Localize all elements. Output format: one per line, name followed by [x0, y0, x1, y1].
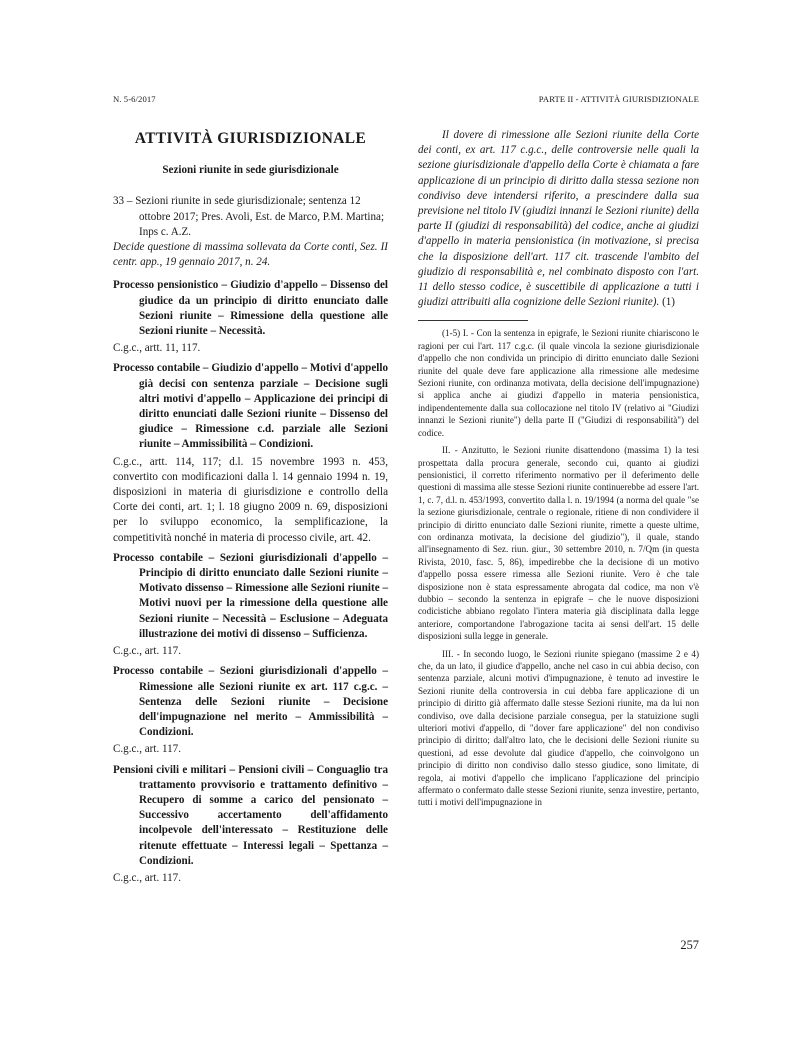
massima-heading: Processo pensionistico – Giudizio d'appello – Dissenso del giudice da un principio di diritto enunciato dalle Sezioni riunite – Rimessione della questione alle Sezioni riunite – Necessità. — [113, 279, 388, 338]
page-number: 257 — [680, 938, 699, 952]
massima-body: Il dovere di rimessione alle Sezioni riunite della Corte dei conti, ex art. 117 c.g.c., delle controversie nelle quali la sezione giurisdizionale d'appello della Corte è chiamata a fare applicazione di un principio di diritto dalla stessa sezione non condiviso deve intendersi riferito, a prescindere dalla sua previsione nel titolo IV (giudizi innanzi le Sezioni riunite) della parte II (giudizi di responsabilità) del codice, anche ai giudizi d'appello in materia pensionistica (in motivazione, si precisa che la disposizione dell'art. 117 cit. trascende l'ambito del giudizio di responsabilità e, nel combinato disposto con l'art. 11 dello stesso codice, è suscettibile di applicazione a tutti i giudizi attribuiti alla cognizione delle Sezioni riunite). — [418, 129, 699, 309]
massima-norme: C.g.c., art. 117. — [113, 645, 181, 658]
massima-norme: C.g.c., artt. 11, 117. — [113, 342, 201, 355]
footnote-divider — [418, 320, 528, 321]
footnote-paragraph: III. - In secondo luogo, le Sezioni riunite spiegano (massime 2 e 4) che, da un lato, il giudice d'appello, anche nel caso in cui abbia deciso, con sentenza parziale, alcuni motivi d'impugnazione, è tenuto ad investire le Sezioni riunite della controversia in cui debba fare applicazione di un principio di diritto già affermato dalle stesse Sezioni riunite, ma da lui non condiviso, ove dalla decisione parziale consegua, per la statuizione sugli ulteriori motivi d'appello, di "dover fare applicazione" del non condiviso principio di diritto; dall'altro lato, che le decisioni delle Sezioni riunite su questioni, ad esse devolute dal giudice d'appello, che coinvolgono un principio di diritto non condiviso dallo stesso giudice, sono limitate, di regola, ai motivi d'appello che implicano l'applicazione del principio affermato o confermato dalle stesse Sezioni riunite, senza investire, pertanto, tutti i motivi dell'impugnazione in — [418, 648, 699, 808]
footnote-ref: (1) — [662, 296, 675, 309]
massima-text — [418, 128, 699, 310]
massima-norme: C.g.c., art. 117. — [113, 743, 181, 756]
massima-norme: C.g.c., art. 117. — [113, 871, 181, 884]
case-reference-note: Decide questione di massima sollevata da Corte conti, Sez. II centr. app., 19 gennaio 2017, n. 24. — [113, 241, 388, 269]
footnote-paragraph: (1-5) I. - Con la sentenza in epigrafe, le Sezioni riunite chiariscono le ragioni per cui l'art. 117 c.g.c. (il quale vincola la sezione giurisdizionale d'appello che non condivida un principio di diritto enunciato dalle Sezioni riunite del quale deve fare applicazione alla rimessione alle medesime Sezioni riunite, con ordinanza motivata, della decisione dell'impugnazione) si applica anche ai giudizi d'appello in materia pensionistica, indipendentemente dalla sua collocazione nel titolo IV (relativo ai "Giudizi innanzi le Sezioni riunite") della parte II ("Giudizi di responsabilità") del codice. — [418, 328, 699, 438]
page-title: ATTIVITÀ GIURISDIZIONALE — [134, 130, 367, 147]
case-reference: 33 – Sezioni riunite in sede giurisdizionale; sentenza 12 ottobre 2017; Pres. Avoli, Est. de Marco, P.M. Martina; Inps c. A.Z. — [113, 195, 385, 238]
massima-heading: Processo contabile – Sezioni giurisdizionali d'appello – Rimessione alle Sezioni riunite ex art. 117 c.g.c. – Sentenza delle Sezioni riunite – Decisione dell'impugnazione nel merito – Ammissibilità – Condizioni. — [113, 665, 388, 739]
massima-heading: Processo contabile – Giudizio d'appello – Motivi d'appello già decisi con sentenza parziale – Decisione sugli altri motivi d'appello – Applicazione dei principi di diritto enunciati dalle Sezioni riunite – Dissenso del giudice – Rimessione c.d. parziale alle Sezioni riunite – Ammissibilità – Condizioni. — [113, 362, 388, 451]
massima-heading: Pensioni civili e militari – Pensioni civili – Conguaglio tra trattamento provvisorio e trattamento definitivo – Recupero di somme a carico del pensionato – Successivo accertamento dell'affidamento incolpevole dell'interessato – Restituzione delle ritenute effettuate – Interessi legali – Spettanza – Condizioni. — [113, 763, 388, 867]
left-column — [113, 128, 388, 891]
massima-heading: Processo contabile – Sezioni giurisdizionali d'appello – Principio di diritto enunciato dalle Sezioni riunite – Motivato dissenso – Rimessione alle Sezioni riunite – Motivi nuovi per la rimessione della questione alle Sezioni riunite – Necessità – Esclusione – Adeguata illustrazione dei motivi di dissenso – Sufficienza. — [113, 551, 388, 640]
issue-number: N. 5-6/2017 — [113, 94, 156, 104]
footnote-paragraph: II. - Anzitutto, le Sezioni riunite disattendono (massima 1) la tesi prospettata dalla procura generale, secondo cui, quanto ai giudizi pensionistici, il corretto riferimento normativo per il deferimento delle questioni di massima alle stesse Sezioni riunite continuerebbe ad essere l'art. 1, c. 7, d.l. n. 453/1993, convertito dalla l. n. 19/1994 (a norma del quale "se la sezione giurisdizionale, centrale o regionale, ritiene di non condividere il principio di diritto enunciato dalle Sezioni riunite, rimette a queste ultime, con ordinanza motivata, la decisione del giudizio"), il quale, stando all'insegnamento di Sez. riun. giur., 30 settembre 2010, n. 7/Qm (in questa Rivista, 2010, fasc. 5, 86), impedirebbe che la decisione di un motivo d'appello possa essere rimessa alle Sezioni riunite. Vero è che tale disposizione non è stata espressamente abrogata dal codice, ma non v'è dubbio – secondo la sentenza in epigrafe – che le nuove disposizioni codicistiche abbiano regolato l'intera materia già disciplinata dalla legge anteriore, comportandone l'abrogazione tacita ai sensi dell'art. 15 delle disposizioni sulla legge in generale. — [418, 445, 699, 642]
page-subtitle: Sezioni riunite in sede giurisdizionale — [162, 164, 339, 177]
massima-norme: C.g.c., artt. 114, 117; d.l. 15 novembre 1993 n. 453, convertito con modificazioni dalla l. 14 gennaio 1994 n. 19, disposizioni in materia di giurisdizione e controllo della Corte dei conti, art. 1; l. 18 giugno 2009 n. 69, disposizioni per lo sviluppo economico, la semplificazione, la competitività nonché in materia di processo civile, art. 42. — [113, 455, 388, 544]
section-title: PARTE II - ATTIVITÀ GIURISDIZIONALE — [538, 94, 699, 104]
running-header — [113, 94, 699, 108]
right-column — [418, 128, 699, 814]
